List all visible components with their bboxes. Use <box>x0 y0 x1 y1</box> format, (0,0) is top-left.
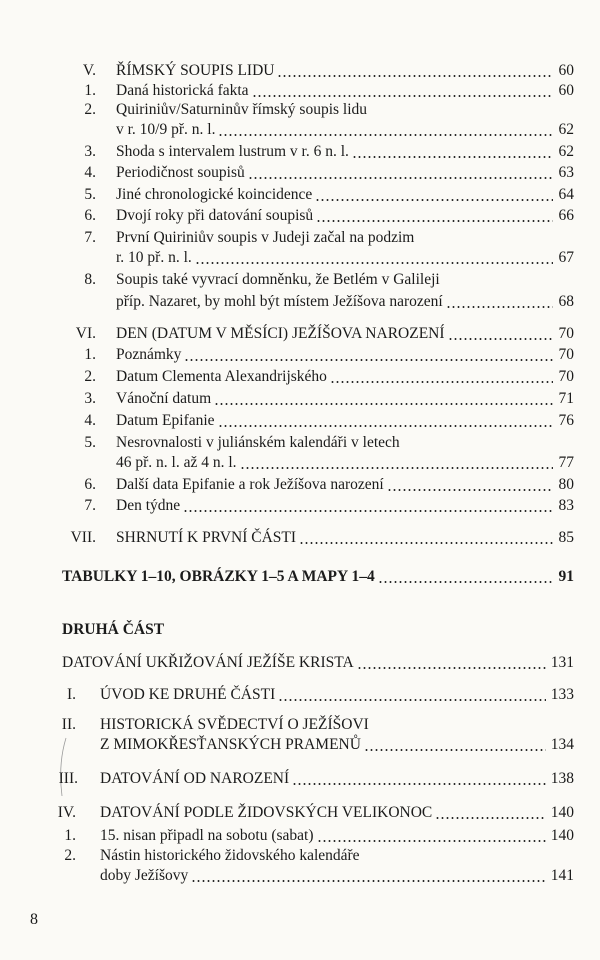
toc-entry-number: 1. <box>84 82 96 99</box>
toc-entry-page: 83 <box>558 497 574 514</box>
toc-entry-number: 6. <box>84 207 96 224</box>
toc-entry-page: 66 <box>558 207 574 224</box>
toc-entry-number: I. <box>66 686 76 703</box>
toc-entry-page: 60 <box>558 62 574 79</box>
toc-entry-page: 63 <box>558 164 574 181</box>
toc-entry-title: r. 10 př. n. l. <box>116 249 192 266</box>
toc-entry-title: SHRNUTÍ K PRVNÍ ČÁSTI <box>116 529 297 546</box>
toc-entry-page: 62 <box>558 121 574 138</box>
toc-entry-page: 134 <box>550 736 574 753</box>
toc-entry-page: 131 <box>550 654 574 671</box>
toc-entry-page: 138 <box>550 770 574 787</box>
toc-entry-number: 2. <box>84 368 96 385</box>
toc-entry-page: 70 <box>558 325 574 342</box>
toc-entry-title: Poznámky <box>116 346 182 363</box>
toc-entry-page: 76 <box>558 412 574 429</box>
dot-leader <box>357 666 546 670</box>
toc-entry-title: doby Ježíšovy <box>100 867 189 884</box>
toc-entry-title: Soupis také vyvrací domněnku, že Betlém v Galileji <box>116 271 440 288</box>
dot-leader <box>278 698 546 702</box>
toc-entry-title: Datum Clementa Alexandrijského <box>116 368 327 385</box>
dot-leader <box>214 402 553 406</box>
dot-leader <box>387 488 553 492</box>
toc-entry-number: 7. <box>84 229 96 246</box>
dot-leader <box>364 748 546 752</box>
dot-leader <box>184 358 553 362</box>
toc-entry-number: 3. <box>84 390 96 407</box>
toc-entry-title: 46 př. n. l. až 4 n. l. <box>116 454 237 471</box>
toc-entry-title: Nástin historického židovského kalendáře <box>100 847 360 864</box>
toc-entry-number: IV. <box>57 804 76 821</box>
dot-leader <box>378 580 553 584</box>
toc-entry-number: 7. <box>84 497 96 514</box>
toc-entry-title: DRUHÁ ČÁST <box>62 621 165 638</box>
toc-entry-page: 140 <box>550 804 574 821</box>
pencil-mark <box>56 736 68 798</box>
toc-entry-number: VI. <box>75 325 96 342</box>
dot-leader <box>292 782 546 786</box>
toc-entry-title: DEN (DATUM V MĚSÍCI) JEŽÍŠOVA NAROZENÍ <box>116 325 445 342</box>
toc-entry-page: 67 <box>558 249 574 266</box>
page-number: 8 <box>30 911 38 928</box>
toc-entry-title: v r. 10/9 př. n. l. <box>116 121 216 138</box>
dot-leader <box>299 541 553 545</box>
toc-entry-title: Quiriniův/Saturninův římský soupis lidu <box>116 101 368 118</box>
toc-entry-page: 91 <box>558 568 574 585</box>
toc-entry-title: Další data Epifanie a rok Ježíšova narození <box>116 476 384 493</box>
dot-leader <box>352 155 553 159</box>
toc-entry-page: 133 <box>550 686 574 703</box>
toc-entry-number: 6. <box>84 476 96 493</box>
dot-leader <box>252 94 553 98</box>
toc-entry-number: V. <box>82 62 96 79</box>
dot-leader <box>435 816 546 820</box>
toc-entry-page: 85 <box>558 529 574 546</box>
toc-entry-page: 141 <box>550 867 574 884</box>
toc-entry-page: 62 <box>558 143 574 160</box>
dot-leader <box>448 337 553 341</box>
dot-leader <box>195 261 553 265</box>
toc-entry-page: 70 <box>558 368 574 385</box>
dot-leader <box>277 74 553 78</box>
toc-entry-title: DATOVÁNÍ UKŘIŽOVÁNÍ JEŽÍŠE KRISTA <box>62 654 354 671</box>
toc-entry-page: 77 <box>558 454 574 471</box>
toc-entry-number: 2. <box>64 847 76 864</box>
toc-entry-title: HISTORICKÁ SVĚDECTVÍ O JEŽÍŠOVI <box>100 716 369 733</box>
dot-leader <box>248 176 553 180</box>
toc-entry-title: Den týdne <box>116 497 181 514</box>
dot-leader <box>446 305 553 309</box>
toc-entry-page: 68 <box>558 293 574 310</box>
toc-entry-page: 60 <box>558 82 574 99</box>
toc-entry-title: Nesrovnalosti v juliánském kalendáři v letech <box>116 434 400 451</box>
toc-entry-number: 1. <box>64 827 76 844</box>
toc-entry-title: První Quiriniův soupis v Judeji začal na podzim <box>116 229 415 246</box>
toc-entry-number: 4. <box>84 164 96 181</box>
toc-entry-title: Daná historická fakta <box>116 82 249 99</box>
toc-entry-title: Datum Epifanie <box>116 412 215 429</box>
toc-entry-number: 4. <box>84 412 96 429</box>
toc-entry-title: příp. Nazaret, by mohl být místem Ježíšova narození <box>116 293 443 310</box>
toc-entry-number: 8. <box>84 271 96 288</box>
toc-entry-page: 80 <box>558 476 574 493</box>
toc-entry-page: 64 <box>558 186 574 203</box>
toc-entry-number: III. <box>58 770 78 787</box>
toc-entry-title: Periodičnost soupisů <box>116 164 245 181</box>
toc-entry-title: 15. nisan připadl na sobotu (sabat) <box>100 827 314 844</box>
dot-leader <box>183 509 553 513</box>
toc-entry-number: VII. <box>70 529 96 546</box>
toc-entry-number: 5. <box>84 434 96 451</box>
toc-entry-title: Dvojí roky při datování soupisů <box>116 207 314 224</box>
toc-entry-title: TABULKY 1–10, OBRÁZKY 1–5 A MAPY 1–4 <box>62 568 375 585</box>
toc-entry-number: II. <box>61 716 76 733</box>
dot-leader <box>218 133 553 137</box>
dot-leader <box>316 219 553 223</box>
dot-leader <box>191 879 546 883</box>
toc-entry-title: DATOVÁNÍ PODLE ŽIDOVSKÝCH VELIKONOC <box>100 804 433 821</box>
toc-entry-page: 70 <box>558 346 574 363</box>
toc-entry-title: Vánoční datum <box>116 390 212 407</box>
dot-leader <box>330 380 553 384</box>
toc-entry-number: 1. <box>84 346 96 363</box>
toc-entry-title: ÚVOD KE DRUHÉ ČÁSTI <box>100 686 276 703</box>
dot-leader <box>317 839 546 843</box>
toc-entry-title: Shoda s intervalem lustrum v r. 6 n. l. <box>116 143 349 160</box>
toc-entry-title: DATOVÁNÍ OD NAROZENÍ <box>100 770 290 787</box>
dot-leader <box>240 466 553 470</box>
toc-entry-title: ŘÍMSKÝ SOUPIS LIDU <box>116 62 275 79</box>
dot-leader <box>218 424 553 428</box>
toc-entry-page: 71 <box>558 390 574 407</box>
toc-entry-title: Z MIMOKŘESŤANSKÝCH PRAMENŮ <box>100 736 361 753</box>
dot-leader <box>315 198 553 202</box>
toc-entry-number: 2. <box>84 101 96 118</box>
toc-entry-page: 140 <box>550 827 574 844</box>
toc-entry-title: Jiné chronologické koincidence <box>116 186 313 203</box>
toc-entry-number: 5. <box>84 186 96 203</box>
toc-entry-number: 3. <box>84 143 96 160</box>
